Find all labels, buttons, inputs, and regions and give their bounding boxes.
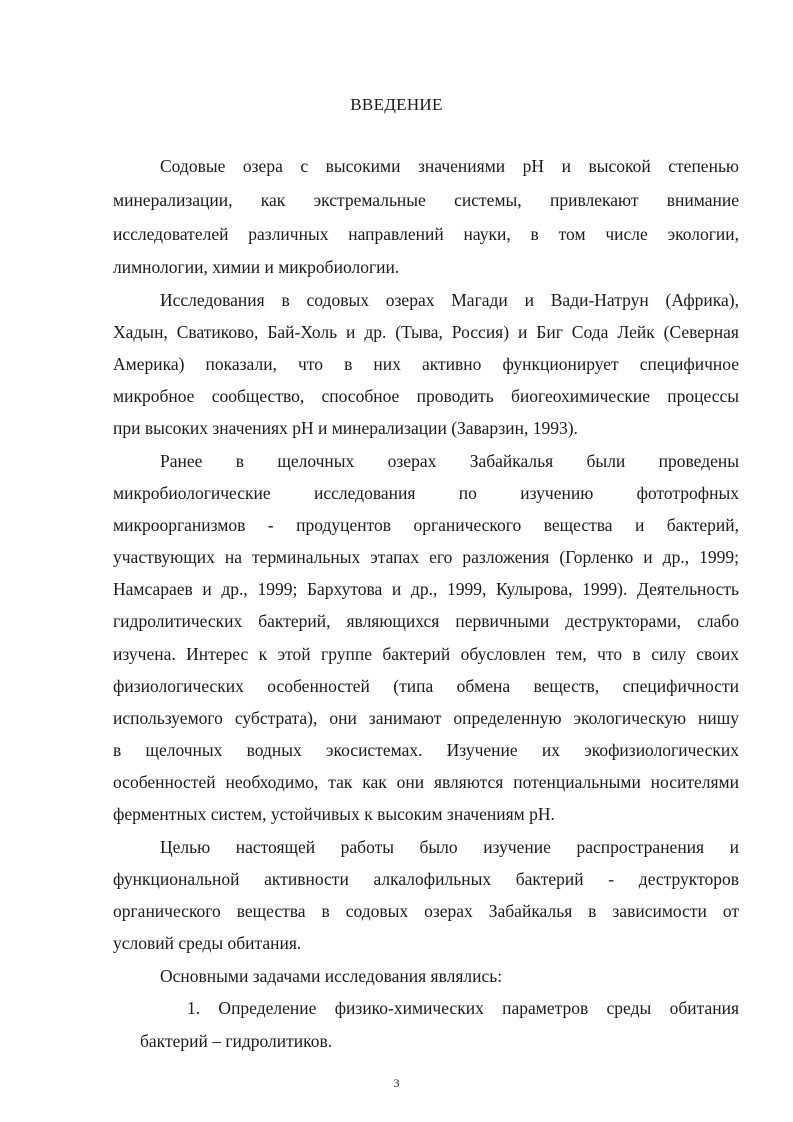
paragraph-3-line-8: физиологических особенностей (типа обмена веществ, специфичности (113, 676, 739, 696)
paragraph-1-line-3: исследователей различных направлений науки, в том числе экологии, (113, 224, 739, 244)
paragraph-4-line-1: Целью настоящей работы было изучение распространения и (160, 837, 739, 857)
paragraph-3-line-1: Ранее в щелочных озерах Забайкалья были проведены (160, 451, 739, 471)
paragraph-3-line-2: микробиологические исследования по изучению фототрофных (113, 483, 739, 503)
paragraph-2-line-2: Хадын, Сватиково, Бай-Холь и др. (Тыва, Россия) и Биг Сода Лейк (Северная (113, 322, 739, 342)
list-item-1-line-2: бактерий – гидролитиков. (140, 1031, 333, 1051)
paragraph-3-line-12: ферментных систем, устойчивых к высоким значениям рН. (113, 804, 555, 824)
page-number: 3 (393, 1076, 400, 1090)
paragraph-3-line-5: Намсараев и др., 1999; Бархутова и др., 1999, Кулырова, 1999). Деятельность (113, 579, 739, 599)
paragraph-4-line-3: органического вещества в содовых озерах Забайкалья в зависимости от (113, 901, 739, 921)
paragraph-3-line-7: изучена. Интерес к этой группе бактерий обусловлен тем, что в силу своих (113, 644, 739, 664)
list-item-1-line-1: 1. Определение физико-химических параметров среды обитания (187, 998, 739, 1018)
paragraph-1-line-2: минерализации, как экстремальные системы, привлекают внимание (113, 190, 739, 210)
paragraph-4-line-4: условий среды обитания. (113, 933, 302, 953)
paragraph-3-line-9: используемого субстрата), они занимают определенную экологическую нишу (113, 708, 739, 728)
paragraph-3-line-10: в щелочных водных экосистемах. Изучение их экофизиологических (113, 740, 739, 760)
paragraph-2-line-3: Америка) показали, что в них активно функционирует специфичное (113, 354, 739, 374)
paragraph-2-line-1: Исследования в содовых озерах Магади и Вади-Натрун (Африка), (160, 290, 739, 310)
paragraph-2-line-4: микробное сообщество, способное проводить биогеохимические процессы (113, 386, 739, 406)
paragraph-3-line-4: участвующих на терминальных этапах его разложения (Горленко и др., 1999; (113, 547, 739, 567)
section-heading: ВВЕДЕНИЕ (350, 95, 443, 114)
paragraph-4-line-2: функциональной активности алкалофильных бактерий - деструкторов (113, 869, 739, 889)
paragraph-3-line-3: микроорганизмов - продуцентов органического вещества и бактерий, (113, 515, 739, 535)
paragraph-1-line-1: Содовые озера с высокими значениями рН и высокой степенью (160, 156, 739, 176)
paragraph-3-line-6: гидролитических бактерий, являющихся первичными деструкторами, слабо (113, 611, 739, 631)
paragraph-1-line-4: лимнологии, химии и микробиологии. (113, 257, 400, 277)
paragraph-3-line-11: особенностей необходимо, так как они являются потенциальными носителями (113, 772, 739, 792)
paragraph-2-line-5: при высоких значениях рН и минерализации (Заварзин, 1993). (113, 418, 578, 438)
paragraph-5-line-1: Основными задачами исследования являлись: (160, 966, 503, 986)
